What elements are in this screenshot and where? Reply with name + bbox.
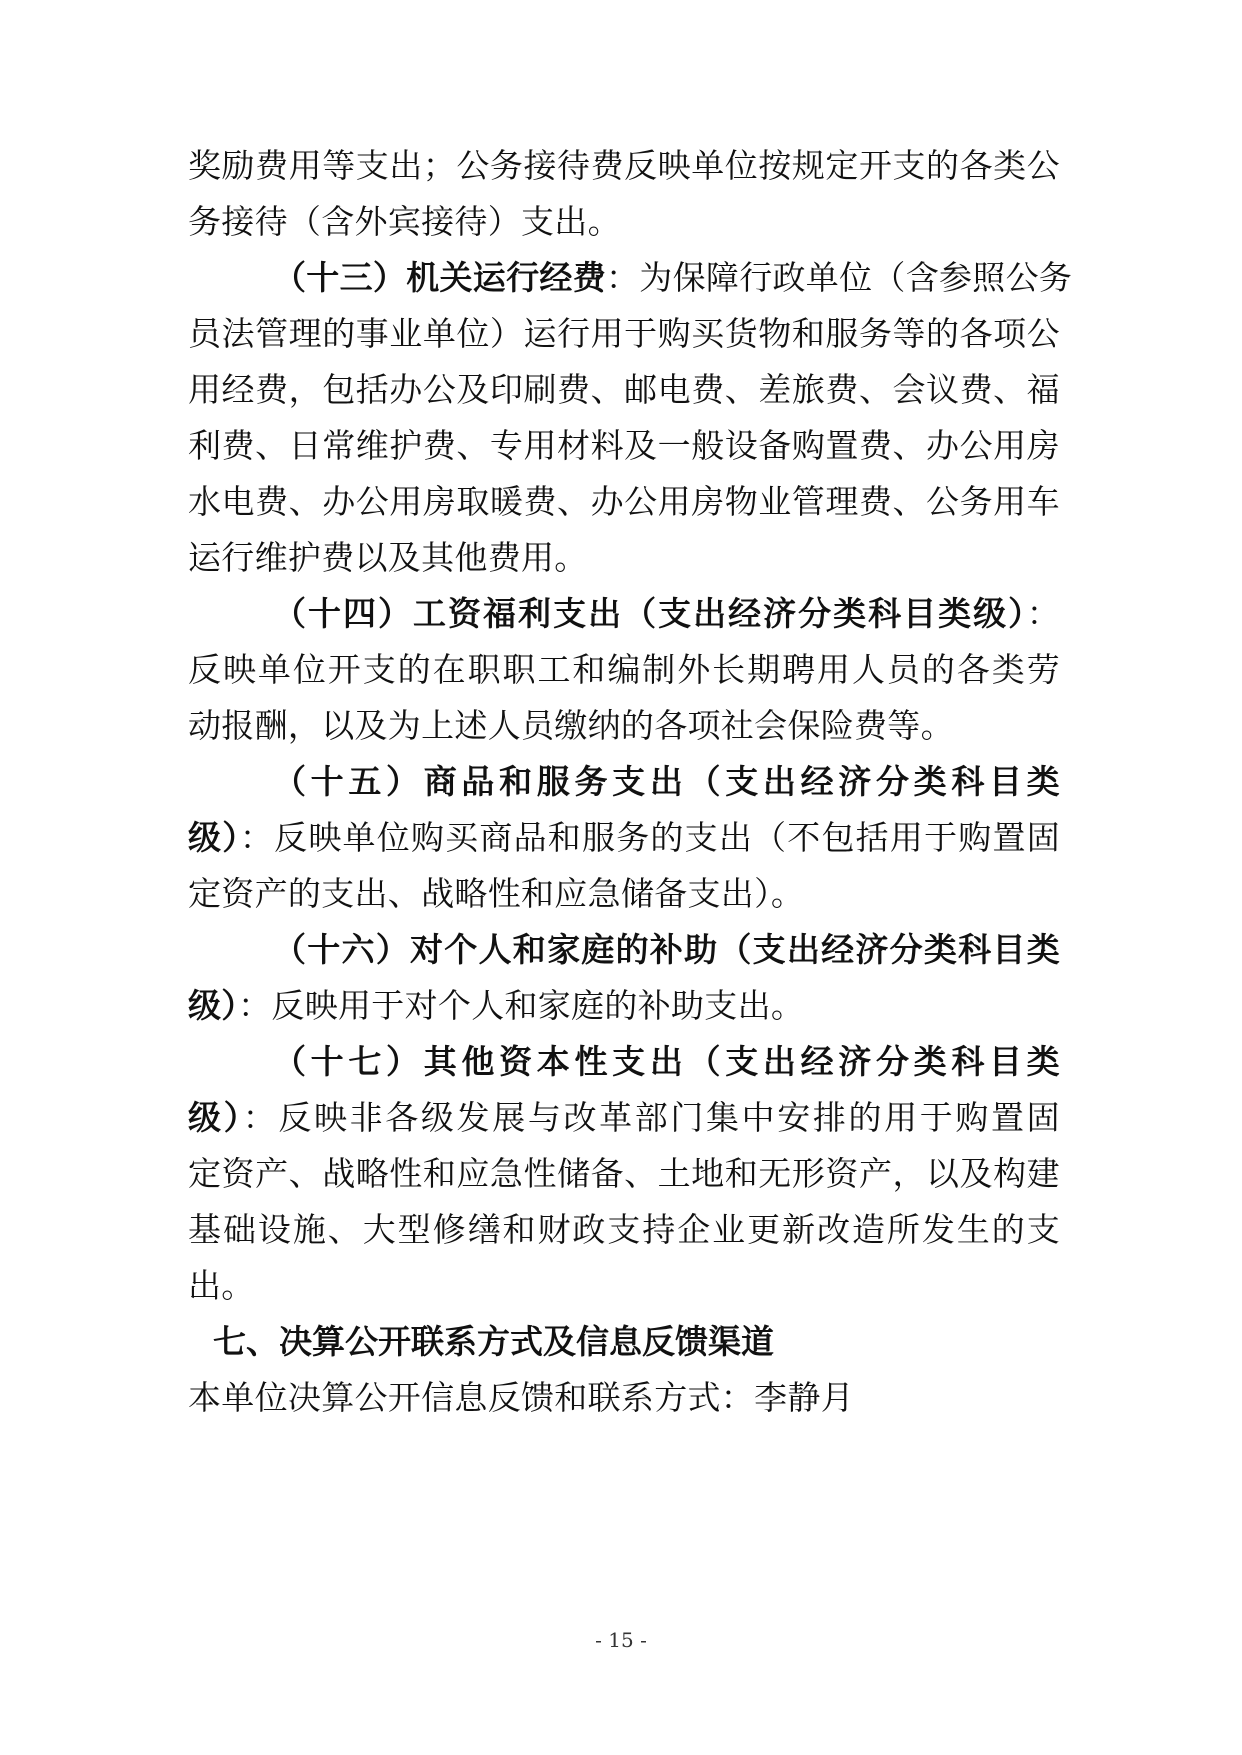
line-text: 水电费、办公用房取暖费、办公用房物业管理费、公务用车 (188, 482, 1060, 521)
section-title: 级） (188, 1098, 243, 1137)
section-16-first-line (273, 930, 1060, 970)
body-line (188, 426, 1060, 466)
section-heading: 七、决算公开联系方式及信息反馈渠道 (213, 1322, 774, 1361)
section-17-first-line (273, 1042, 1060, 1082)
body-line (188, 202, 1060, 242)
section-title: （十七）其他资本性支出（支出经济分类科目类 (273, 1042, 1060, 1081)
body-line (188, 1154, 1060, 1194)
line-text: 出。 (188, 1266, 255, 1305)
body-line (188, 1266, 1060, 1306)
body-line (188, 146, 1060, 186)
line-text: ：反映单位购买商品和服务的支出（不包括用于购置固 (239, 818, 1060, 857)
line-text: 运行维护费以及其他费用。 (188, 538, 588, 577)
body-line (188, 370, 1060, 410)
section-15-first-line (273, 762, 1060, 802)
body-line (188, 538, 1060, 578)
section-title: （十三）机关运行经费 (273, 258, 606, 297)
line-text: 定资产的支出、战略性和应急储备支出）。 (188, 874, 805, 913)
line-text: ：反映用于对个人和家庭的补助支出。 (238, 986, 805, 1025)
section-title: 级） (188, 818, 240, 857)
line-text: 基础设施、大型修缮和财政支持企业更新改造所发生的支 (188, 1210, 1060, 1249)
page-number: - 15 - (595, 1628, 647, 1652)
line-text: ：反映非各级发展与改革部门集中安排的用于购置固 (242, 1098, 1060, 1137)
section-14-first-line (273, 594, 1060, 634)
line-text: 定资产、战略性和应急性储备、土地和无形资产，以及构建 (188, 1154, 1060, 1193)
body-line (188, 706, 1060, 746)
body-line (188, 1098, 1060, 1138)
body-line (188, 650, 1060, 690)
line-text: 动报酬，以及为上述人员缴纳的各项社会保险费等。 (188, 706, 954, 745)
line-text: 利费、日常维护费、专用材料及一般设备购置费、办公用房 (188, 426, 1060, 465)
body-line (188, 986, 1060, 1026)
line-text: 员法管理的事业单位）运行用于购买货物和服务等的各项公 (188, 314, 1060, 353)
body-line (188, 818, 1060, 858)
section-13-first-line (273, 258, 1073, 298)
line-text: 务接待（含外宾接待）支出。 (188, 202, 621, 241)
section-title: （十五）商品和服务支出（支出经济分类科目类 (273, 762, 1060, 801)
line-text: 奖励费用等支出；公务接待费反映单位按规定开支的各类公 (188, 146, 1060, 185)
body-line (188, 314, 1060, 354)
contact-line: 本单位决算公开信息反馈和联系方式：李静月 (188, 1378, 854, 1417)
line-text: ： (1026, 594, 1060, 633)
body-line (188, 1210, 1060, 1250)
line-text: 反映单位开支的在职职工和编制外长期聘用人员的各类劳 (188, 650, 1060, 689)
line-text: ：为保障行政单位（含参照公务 (606, 258, 1073, 297)
body-line (188, 874, 1060, 914)
section-title: （十六）对个人和家庭的补助（支出经济分类科目类 (273, 930, 1060, 969)
body-line (188, 482, 1060, 522)
section-title: （十四）工资福利支出（支出经济分类科目类级） (273, 594, 1027, 633)
line-text: 用经费，包括办公及印刷费、邮电费、差旅费、会议费、福 (188, 370, 1060, 409)
section-title: 级） (188, 986, 239, 1025)
